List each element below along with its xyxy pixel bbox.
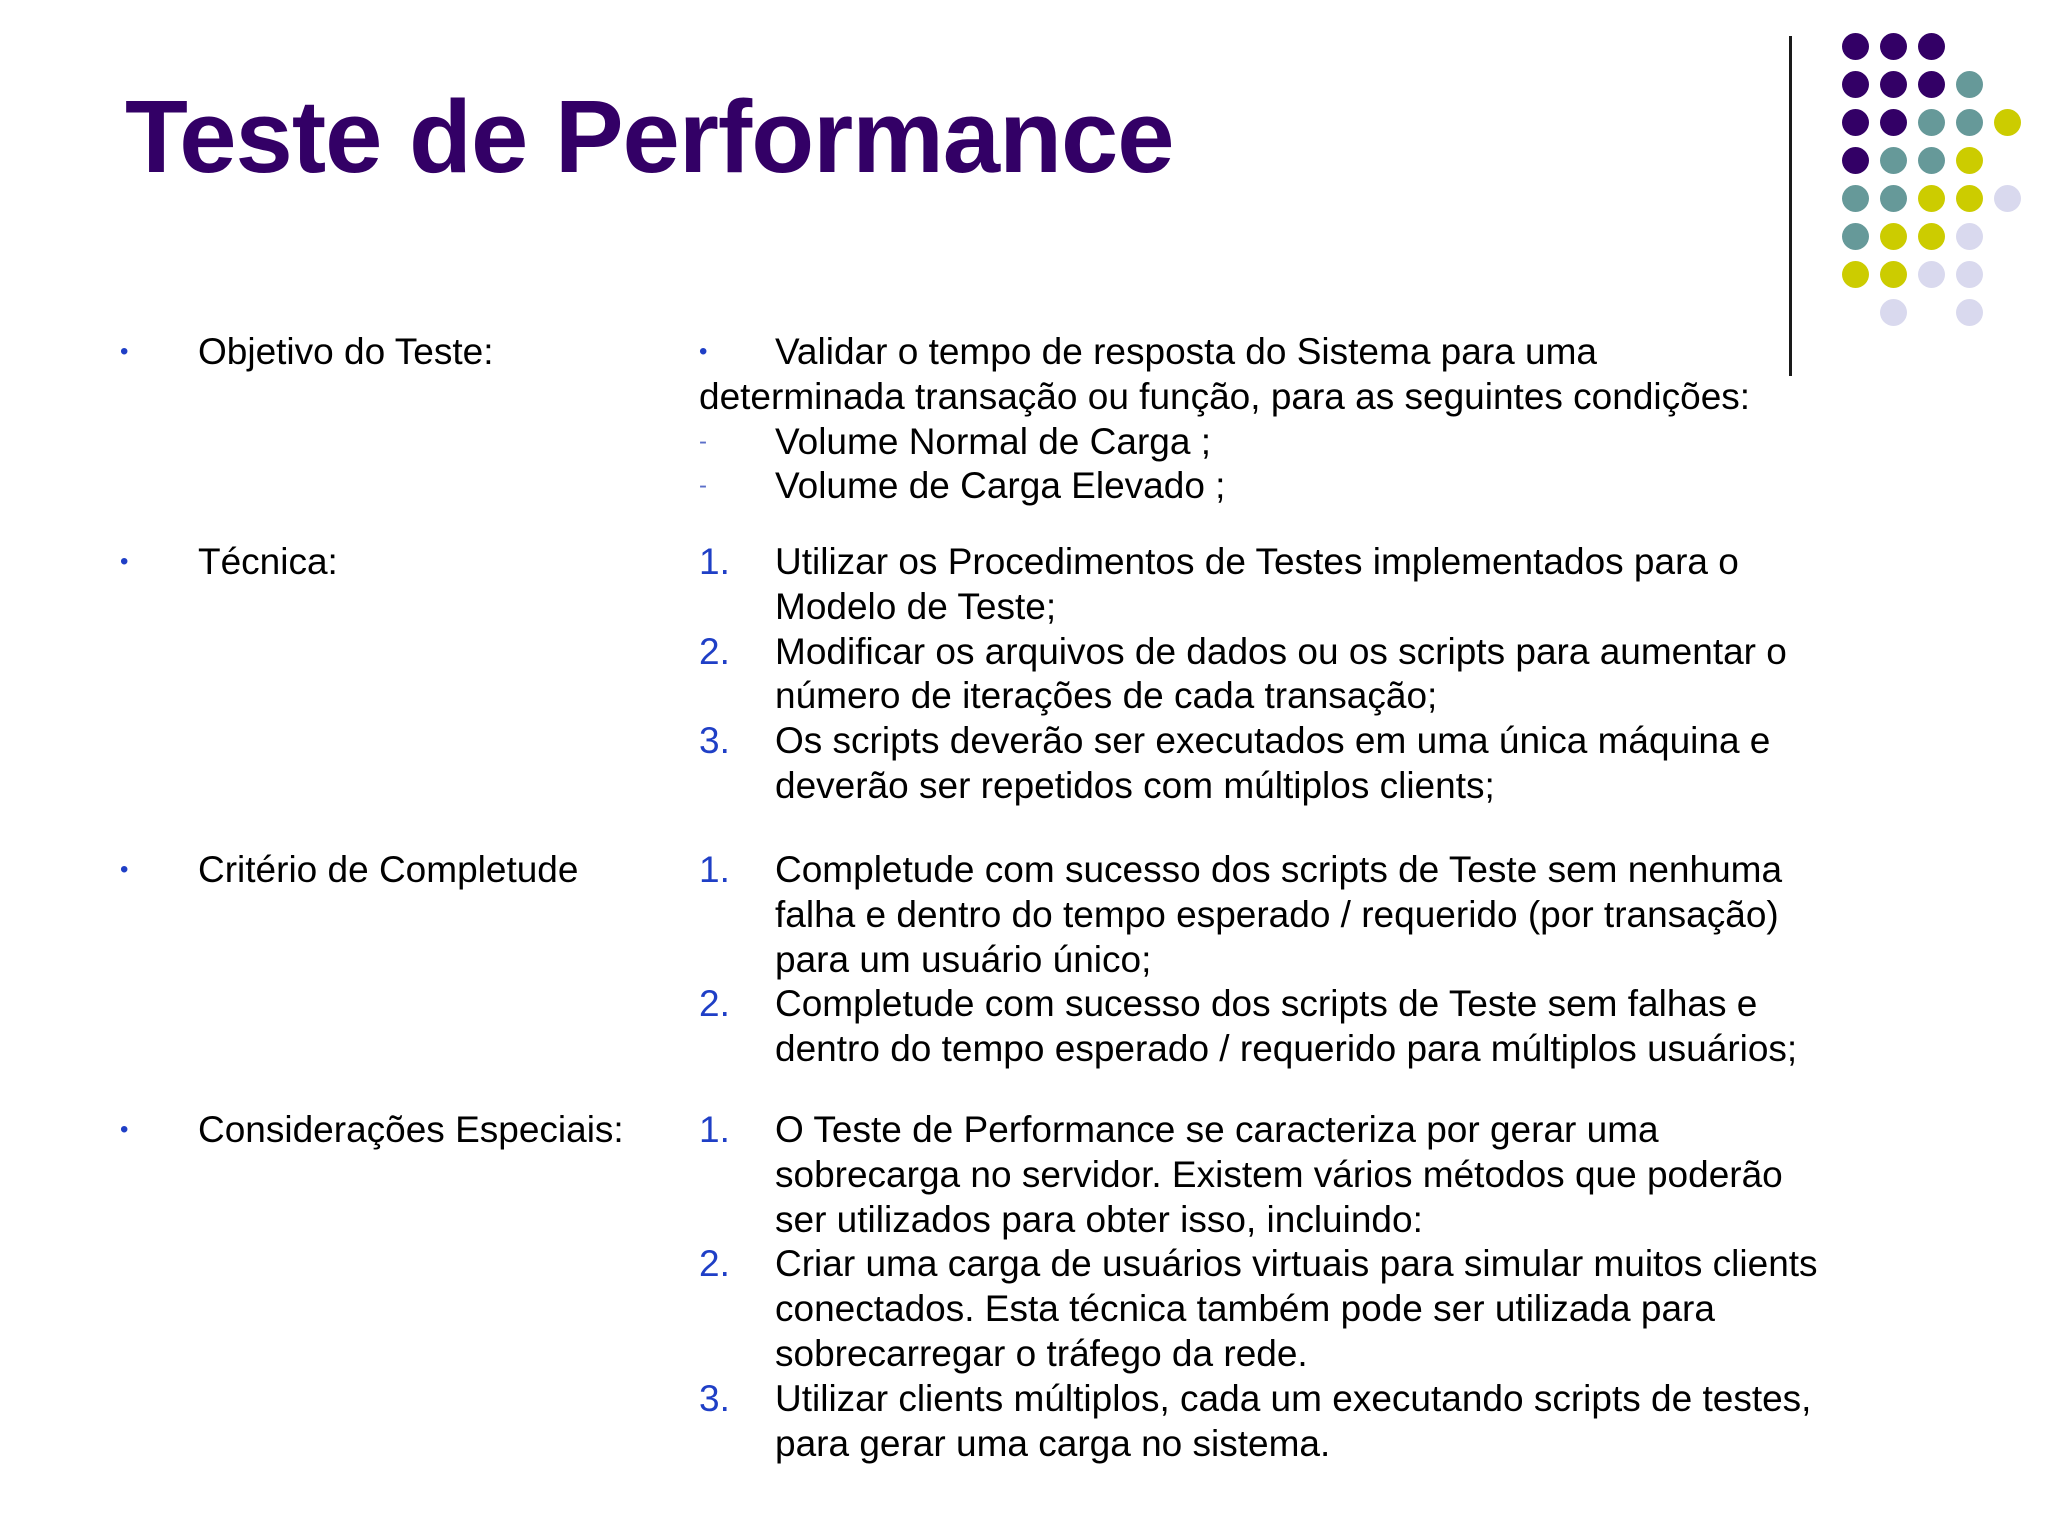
decorative-dot [1880, 185, 1907, 212]
line-text: Modelo de Teste; [775, 585, 1057, 627]
content-line [699, 630, 1999, 675]
list-number: 1. [699, 849, 730, 890]
decorative-dot [1842, 109, 1869, 136]
decorative-dot [1842, 261, 1869, 288]
content-line [699, 375, 1999, 420]
line-text: para gerar uma carga no sistema. [775, 1422, 1331, 1464]
decorative-dot [1842, 223, 1869, 250]
content-line [699, 1377, 1999, 1422]
section-label: Critério de Completude [198, 849, 579, 890]
decorative-dot [1956, 185, 1983, 212]
content-line [699, 719, 1999, 764]
content-line [699, 1422, 1999, 1467]
content-line [699, 982, 1999, 1027]
decorative-dot [1918, 185, 1945, 212]
decorative-dot [1880, 33, 1907, 60]
line-text: número de iterações de cada transação; [775, 675, 1438, 717]
decorative-dot [1918, 261, 1945, 288]
line-text: Completude com sucesso dos scripts de Teste sem falhas e [775, 983, 1758, 1025]
line-text: para um usuário único; [775, 938, 1152, 980]
decorative-dot [1918, 223, 1945, 250]
decorative-dot [1918, 147, 1945, 174]
content-line [699, 1242, 1999, 1287]
line-text: dentro do tempo esperado / requerido para múltiplos usuários; [775, 1028, 1798, 1070]
line-text: Volume de Carga Elevado ; [775, 465, 1226, 507]
list-number: 3. [699, 720, 730, 762]
decorative-dot [1956, 109, 1983, 136]
line-text: determinada transação ou função, para as seguintes condições: [699, 375, 1751, 417]
line-text: Completude com sucesso dos scripts de Teste sem nenhuma [775, 849, 1783, 890]
decorative-dot [1842, 185, 1869, 212]
decorative-dot [1842, 71, 1869, 98]
list-number: 1. [699, 1109, 730, 1150]
section-content [699, 540, 1999, 809]
decorative-dot [1918, 109, 1945, 136]
line-text: sobrecarregar o tráfego da rede. [775, 1332, 1308, 1374]
content-line [699, 848, 1999, 893]
content-line [699, 1153, 1999, 1198]
line-text: sobrecarga no servidor. Existem vários métodos que poderão [775, 1153, 1783, 1195]
section-content [699, 330, 1999, 509]
line-text: deverão ser repetidos com múltiplos clients; [775, 764, 1495, 806]
list-number: 3. [699, 1377, 730, 1419]
content-line [699, 330, 1999, 375]
decorative-dot [1956, 71, 1983, 98]
dash-marker: - [699, 472, 707, 500]
section-label: Considerações Especiais: [198, 1109, 624, 1150]
content-line [699, 764, 1999, 809]
content-line [699, 585, 1999, 630]
line-text: Validar o tempo de resposta do Sistema para uma [775, 331, 1597, 372]
decorative-dot [1918, 33, 1945, 60]
line-text: Criar uma carga de usuários virtuais para simular muitos clients [775, 1243, 1818, 1285]
section-content [699, 1108, 1999, 1466]
decorative-dot [1956, 147, 1983, 174]
line-text: ser utilizados para obter isso, incluindo: [775, 1198, 1423, 1240]
line-text: O Teste de Performance se caracteriza por gerar uma [775, 1109, 1659, 1150]
content-line [699, 464, 1999, 509]
content-line [699, 540, 1999, 585]
content-line [699, 1332, 1999, 1377]
list-number: 2. [699, 630, 730, 672]
decorative-dot [1880, 147, 1907, 174]
content-line [699, 1287, 1999, 1332]
content-line [699, 1198, 1999, 1243]
content-line [699, 1027, 1999, 1072]
bullet-icon: • [120, 1116, 129, 1143]
decorative-dot [1918, 71, 1945, 98]
line-text: Utilizar os Procedimentos de Testes implementados para o [775, 541, 1739, 582]
list-number: 2. [699, 983, 730, 1025]
decorative-dot [1956, 261, 1983, 288]
line-text: Os scripts deverão ser executados em uma única máquina e [775, 720, 1771, 762]
decorative-dot [1994, 109, 2021, 136]
list-number: 1. [699, 541, 730, 582]
bullet-icon: • [120, 548, 129, 575]
line-text: conectados. Esta técnica também pode ser utilizada para [775, 1288, 1715, 1330]
section-label: Técnica: [198, 541, 338, 582]
list-number: 2. [699, 1243, 730, 1285]
line-text: falha e dentro do tempo esperado / requerido (por transação) [775, 893, 1779, 935]
decorative-dot [1880, 223, 1907, 250]
content-line [699, 893, 1999, 938]
section-content [699, 848, 1999, 1072]
decorative-dot [1880, 71, 1907, 98]
content-line [699, 938, 1999, 983]
bullet-icon: • [120, 856, 129, 883]
decorative-dot [1956, 223, 1983, 250]
decorative-dot [1956, 299, 1983, 326]
section-label: Objetivo do Teste: [198, 331, 494, 372]
content-line [699, 1108, 1999, 1153]
line-text: Modificar os arquivos de dados ou os scripts para aumentar o [775, 630, 1787, 672]
content-line [699, 674, 1999, 719]
bullet-icon: • [699, 338, 708, 365]
dash-marker: - [699, 427, 707, 455]
bullet-icon: • [120, 338, 129, 365]
decorative-dot [1880, 109, 1907, 136]
line-text: Volume Normal de Carga ; [775, 420, 1211, 462]
decorative-dot [1880, 261, 1907, 288]
decorative-divider [1789, 36, 1792, 376]
decorative-dot [1842, 33, 1869, 60]
decorative-dot [1880, 299, 1907, 326]
decorative-dot [1842, 147, 1869, 174]
line-text: Utilizar clients múltiplos, cada um executando scripts de testes, [775, 1377, 1812, 1419]
decorative-dot [1994, 185, 2021, 212]
content-line [699, 420, 1999, 465]
slide-title: Teste de Performance [125, 79, 1174, 194]
